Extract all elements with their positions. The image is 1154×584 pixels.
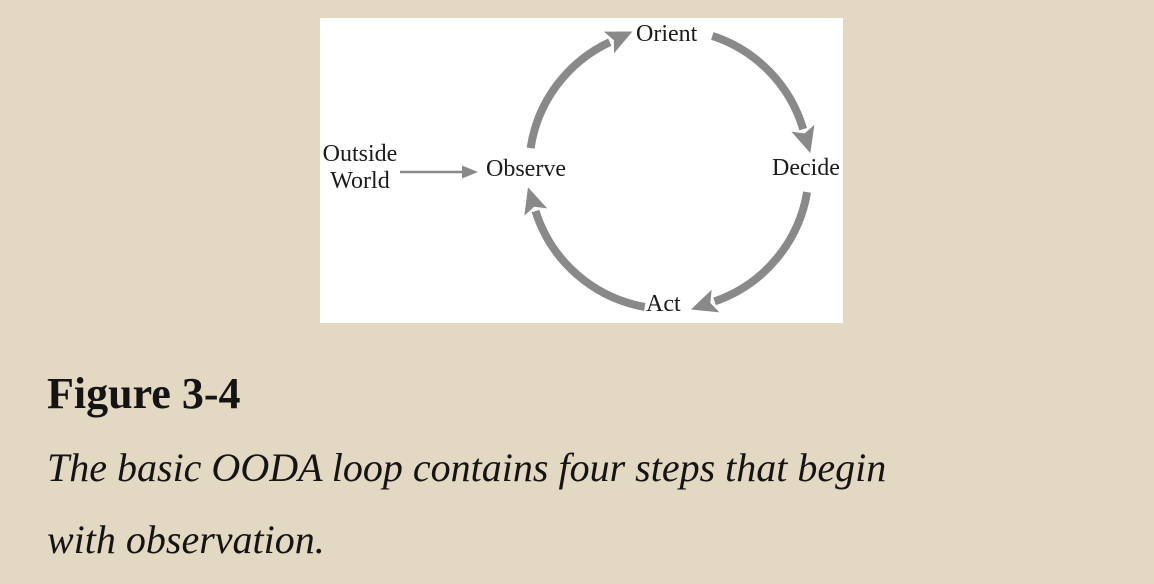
- node-label-orient: Orient: [636, 21, 698, 47]
- node-label-observe: Observe: [486, 156, 566, 182]
- node-label-decide: Decide: [772, 155, 840, 181]
- arrow-observe-to-orient: [531, 42, 610, 148]
- arrow-orient-to-decide: [712, 36, 803, 129]
- figure-caption-block: [47, 370, 1107, 576]
- figure-number-label: Figure 3-4: [47, 369, 241, 418]
- arrow-decide-to-act: [715, 192, 808, 301]
- ooda-diagram-panel: [320, 18, 843, 323]
- figure-caption-text: The basic OODA loop contains four steps that begin with observation.: [47, 445, 887, 562]
- arrow-act-to-observe: [536, 211, 645, 307]
- outside-world-line2: World: [330, 168, 390, 194]
- outside-world-label: [320, 141, 400, 195]
- node-label-act: Act: [646, 291, 681, 317]
- outside-world-line1: Outside: [322, 141, 398, 167]
